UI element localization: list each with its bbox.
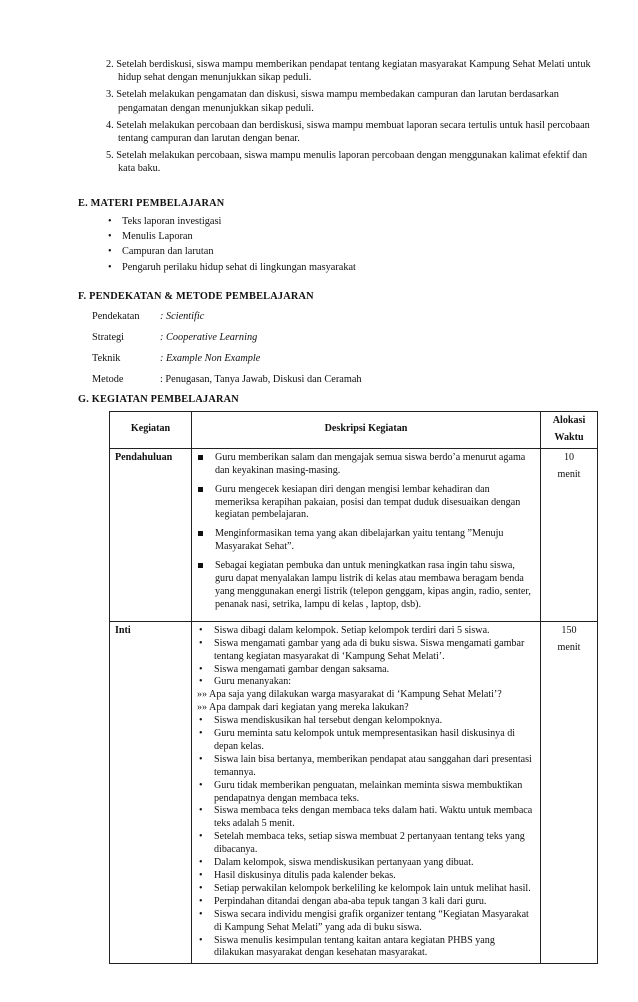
approach-key: Pendekatan xyxy=(92,311,140,322)
materi-list xyxy=(108,215,356,276)
list-item: • Hasil diskusinya ditulis pada kalender bekas. xyxy=(197,870,535,883)
approach-value: : Penugasan, Tanya Jawab, Diskusi dan Ceramah xyxy=(160,374,362,385)
list-item: • Guru tidak memberikan penguatan, melainkan meminta siswa membuktikan pendapatnya dengan membaca teks. xyxy=(197,780,535,806)
list-item: • Siswa menulis kesimpulan tentang kaitan antara kegiatan PHBS yang dilakukan masyarakat dengan kesehatan masyarakat. xyxy=(197,935,535,961)
time-unit: menit xyxy=(557,641,581,653)
section-title-kegiatan: G. KEGIATAN PEMBELAJARAN xyxy=(78,394,239,405)
list-item: • Siswa mendiskusikan hal tersebut dengan kelompoknya. xyxy=(197,715,535,728)
list-item: • Guru meminta satu kelompok untuk mempresentasikan hasil diskusinya di depan kelas. xyxy=(197,728,535,754)
approach-row xyxy=(92,352,362,373)
approach-table xyxy=(92,310,362,394)
objective-item: 2. Setelah berdiskusi, siswa mampu memberikan pendapat tentang kegiatan masyarakat Kampung Sehat Melati untuk hidup sehat dengan menunjukkan sikap peduli. xyxy=(106,59,591,84)
header-deskripsi: Deskripsi Kegiatan xyxy=(192,412,541,449)
header-alokasi xyxy=(541,412,598,449)
list-item: Guru memberikan salam dan mengajak semua siswa berdo’a menurut agama dan keyakinan masing-masing. xyxy=(197,452,535,478)
objective-item: 3. Setelah melakukan pengamatan dan diskusi, siswa mampu membedakan campuran dan larutan berdasarkan pengamatan dengan menunjukkan sikap peduli. xyxy=(106,89,559,114)
time-value: 150 xyxy=(561,624,577,636)
objective-item: 4. Setelah melakukan percobaan dan berdiskusi, siswa mampu membuat laporan secara tertulis untuk hasil percobaan tentang campuran dan larutan dengan benar. xyxy=(106,119,590,144)
list-item: • Siswa membaca teks dengan membaca teks dalam hati. Waktu untuk membaca teks adalah 5 menit. xyxy=(197,805,535,831)
time-unit: menit xyxy=(557,468,581,480)
row-label-pendahuluan: Pendahuluan xyxy=(110,448,192,621)
list-item: • Siswa dibagi dalam kelompok. Setiap kelompok terdiri dari 5 siswa. xyxy=(197,625,535,638)
list-item: • Setiap perwakilan kelompok berkeliling ke kelompok lain untuk melihat hasil. xyxy=(197,883,535,896)
materi-item: • Teks laporan investigasi xyxy=(108,215,356,228)
materi-item: • Menulis Laporan xyxy=(108,230,356,243)
approach-key: Strategi xyxy=(92,332,125,343)
list-item: Guru mengecek kesiapan diri dengan mengisi lembar kehadiran dan memeriksa kerapihan pakaian, posisi dan tempat duduk disesuaikan dengan kegiatan pembelajaran. xyxy=(197,484,535,523)
approach-value: : Scientific xyxy=(160,311,205,322)
section-title-materi: E. MATERI PEMBELAJARAN xyxy=(78,198,225,209)
table-header-row xyxy=(110,412,598,449)
approach-key: Metode xyxy=(92,374,124,385)
question-item: »» Apa saja yang dilakukan warga masyarakat di ‘Kampung Sehat Melati’? xyxy=(197,689,502,701)
table-row-inti xyxy=(110,621,598,964)
list-item: • Guru menanyakan: xyxy=(197,676,535,689)
list-item: Menginformasikan tema yang akan dibelajarkan yaitu tentang ”Menuju Masyarakat Sehat”. xyxy=(197,528,535,554)
row-time-inti xyxy=(541,621,598,964)
header-alokasi-line2: Waktu xyxy=(554,431,584,443)
objective-item: 5. Setelah melakukan percobaan, siswa mampu menulis laporan percobaan dengan menggunakan kalimat efektif dan kata baku. xyxy=(106,150,588,175)
time-value: 10 xyxy=(563,451,575,463)
materi-item: • Pengaruh perilaku hidup sehat di lingkungan masyarakat xyxy=(108,261,356,274)
materi-item: • Campuran dan larutan xyxy=(108,245,356,258)
list-item: • Siswa mengamati gambar dengan saksama. xyxy=(197,664,535,677)
list-item: Sebagai kegiatan pembuka dan untuk meningkatkan rasa ingin tahu siswa, guru dapat menyalakan lampu listrik di kelas atau membawa beragam benda yang menggunakan energi listrik (telepon genggam, kipas angin, radio, senter, penanak nasi, setrika, lampu di kelas , laptop, dsb). xyxy=(197,560,535,612)
row-desc-pendahuluan xyxy=(192,448,541,621)
list-item: • Dalam kelompok, siswa mendiskusikan pertanyaan yang dibuat. xyxy=(197,857,535,870)
approach-key: Teknik xyxy=(92,353,121,364)
list-item: • Siswa lain bisa bertanya, memberikan pendapat atau sanggahan dari presentasi temannya. xyxy=(197,754,535,780)
question-item: »» Apa dampak dari kegiatan yang mereka lakukan? xyxy=(197,702,409,714)
row-label-inti: Inti xyxy=(110,621,192,964)
approach-value: : Cooperative Learning xyxy=(160,332,258,343)
approach-row xyxy=(92,310,362,331)
list-item: • Siswa secara individu mengisi grafik organizer tentang “Kegiatan Masyarakat di Kampung Sehat Melati” yang ada di buku siswa. xyxy=(197,909,535,935)
section-title-pendekatan: F. PENDEKATAN & METODE PEMBELAJARAN xyxy=(78,291,314,302)
approach-row xyxy=(92,331,362,352)
header-kegiatan: Kegiatan xyxy=(110,412,192,449)
activities-table xyxy=(109,411,598,964)
list-item: • Setelah membaca teks, setiap siswa membuat 2 pertanyaan tentang teks yang dibacanya. xyxy=(197,831,535,857)
approach-row xyxy=(92,373,362,394)
list-item: • Perpindahan ditandai dengan aba-aba tepuk tangan 3 kali dari guru. xyxy=(197,896,535,909)
objectives-list xyxy=(106,58,606,179)
list-item: • Siswa mengamati gambar yang ada di buku siswa. Siswa mengamati gambar tentang kegiatan masyarakat di ‘Kampung Sehat Melati’. xyxy=(197,638,535,664)
approach-value: : Example Non Example xyxy=(160,353,261,364)
table-row-pendahuluan xyxy=(110,448,598,621)
header-alokasi-line1: Alokasi xyxy=(552,415,586,426)
row-time-pendahuluan xyxy=(541,448,598,621)
row-desc-inti xyxy=(192,621,541,964)
